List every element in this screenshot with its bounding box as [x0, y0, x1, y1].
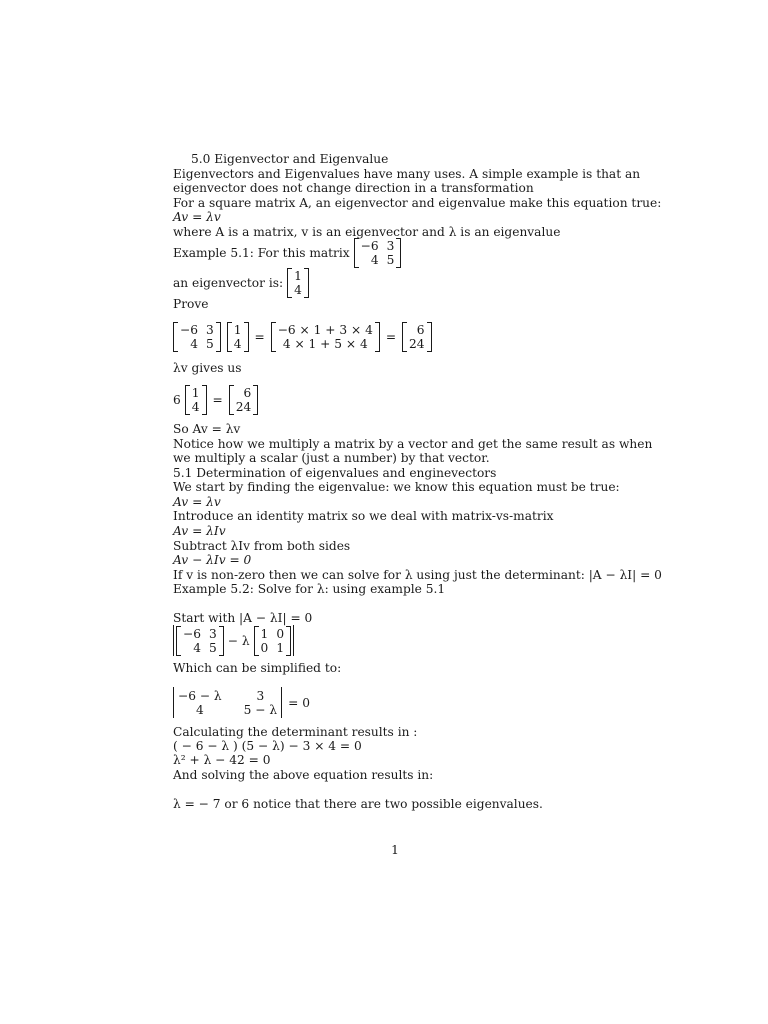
matrix-a-cell: −6 [360, 239, 379, 253]
equation-av-lambda-v: Av = λv [173, 210, 221, 224]
proof-vector-cell: 1 [233, 323, 242, 337]
example-5-1-row [173, 238, 401, 268]
identity-intro: Introduce an identity matrix so we deal with matrix-vs-matrix [173, 509, 554, 523]
identity-cell: 0 [276, 626, 285, 641]
scalar-six: 6 [173, 393, 181, 407]
det-matrix-a-cell: 5 [208, 640, 217, 655]
matrix-a [354, 238, 402, 268]
product-cell: −6 × 1 + 3 × 4 [277, 323, 373, 337]
calculating-text: Calculating the determinant results in : [173, 725, 418, 739]
start-with-text: Start with |A − λI| = 0 [173, 611, 313, 625]
matrix-a-cell: 4 [370, 253, 379, 267]
scalar-result-cell: 6 [243, 386, 252, 400]
identity-cell: 1 [260, 626, 269, 641]
det-cell: −6 − λ [178, 688, 222, 703]
equals-zero: = 0 [288, 695, 310, 710]
identity-cell: 0 [260, 640, 269, 655]
proof-matrix-cell: −6 [180, 323, 198, 337]
eigenvector-row [173, 268, 309, 298]
det-matrix-a [176, 626, 224, 656]
determinant-setup [173, 625, 296, 656]
proof-vector-cell: 4 [233, 337, 242, 351]
prove-label: Prove [173, 297, 209, 311]
eigenvector-label: an eigenvector is: [173, 276, 284, 290]
notice-line-2: we multiply a scalar (just a number) by that vector. [173, 451, 490, 465]
proof-vector [227, 322, 249, 352]
start-text: We start by finding the eigenvalue: we know this equation must be true: [173, 480, 620, 494]
intro-line-1: Eigenvectors and Eigenvalues have many uses. A simple example is that an [173, 167, 641, 181]
subtract-text: Subtract λIv from both sides [173, 539, 351, 553]
scalar-vector-cell: 1 [191, 386, 200, 400]
det-cell: 4 [195, 702, 204, 717]
characteristic-expansion: ( − 6 − λ ) (5 − λ) − 3 × 4 = 0 [173, 739, 362, 753]
det-cell: 3 [256, 688, 265, 703]
scalar-vector-cell: 4 [191, 400, 200, 414]
matrix-a-cell: 3 [386, 239, 395, 253]
section-5-1-title: 5.1 Determination of eigenvalues and enginevectors [173, 466, 497, 480]
scalar-equation [173, 385, 258, 415]
product-result [402, 322, 432, 352]
eigenvector [287, 268, 309, 298]
product-cell: 4 × 1 + 5 × 4 [282, 337, 368, 351]
identity-matrix [254, 626, 292, 656]
notice-line-1: Notice how we multiply a matrix by a vector and get the same result as when [173, 437, 653, 451]
proof-equation [173, 322, 432, 352]
det-matrix-a-cell: 3 [208, 626, 217, 641]
intro-line-2: eigenvector does not change direction in a transformation [173, 181, 534, 195]
if-v-nonzero-text: If v is non-zero then we can solve for λ using just the determinant: |A − λI| = 0 [173, 568, 662, 582]
eigenvector-cell: 1 [294, 269, 302, 283]
result-cell: 6 [416, 323, 425, 337]
lambda-v-gives: λv gives us [173, 361, 242, 375]
equation-av-minus-lambda-iv: Av − λIv = 0 [173, 553, 252, 567]
determinant-equation [173, 687, 310, 718]
simplified-text: Which can be simplified to: [173, 661, 342, 675]
det-cell: 5 − λ [243, 702, 278, 717]
equals-sign: = [254, 330, 265, 344]
proof-matrix-cell: 5 [205, 337, 214, 351]
eigenvector-cell: 4 [294, 283, 302, 297]
det-matrix-a-cell: −6 [183, 626, 201, 641]
product-expansion [271, 322, 380, 352]
final-result: λ = − 7 or 6 notice that there are two possible eigenvalues. [173, 797, 543, 811]
matrix-a-cell: 5 [386, 253, 395, 267]
square-matrix-text: For a square matrix A, an eigenvector and eigenvalue make this equation true: [173, 196, 662, 210]
proof-matrix-cell: 4 [190, 337, 198, 351]
proof-matrix-cell: 3 [205, 323, 214, 337]
det-matrix-a-cell: 4 [193, 640, 201, 655]
scalar-result [229, 385, 259, 415]
characteristic-polynomial: λ² + λ − 42 = 0 [173, 753, 271, 767]
determinant-matrix [176, 688, 279, 718]
result-cell: 24 [409, 337, 425, 351]
section-title: 5.0 Eigenvector and Eigenvalue [191, 152, 389, 166]
equals-sign: = [212, 393, 223, 407]
example-5-1-label: Example 5.1: For this matrix [173, 246, 350, 260]
proof-matrix-a [173, 322, 221, 352]
scalar-result-cell: 24 [235, 400, 252, 414]
identity-cell: 1 [276, 640, 285, 655]
where-text: where A is a matrix, v is an eigenvector and λ is an eigenvalue [173, 225, 561, 239]
solving-text: And solving the above equation results in: [173, 768, 434, 782]
equation-av-lambda-v-2: Av = λv [173, 495, 221, 509]
so-av-lambda-v: So Av = λv [173, 422, 241, 436]
page-number: 1 [391, 843, 399, 857]
equation-av-lambda-iv: Av = λIv [173, 524, 226, 538]
scalar-vector [185, 385, 207, 415]
minus-lambda: − λ [227, 633, 250, 648]
equals-sign: = [385, 330, 397, 344]
example-5-2-label: Example 5.2: Solve for λ: using example 5.1 [173, 582, 446, 596]
